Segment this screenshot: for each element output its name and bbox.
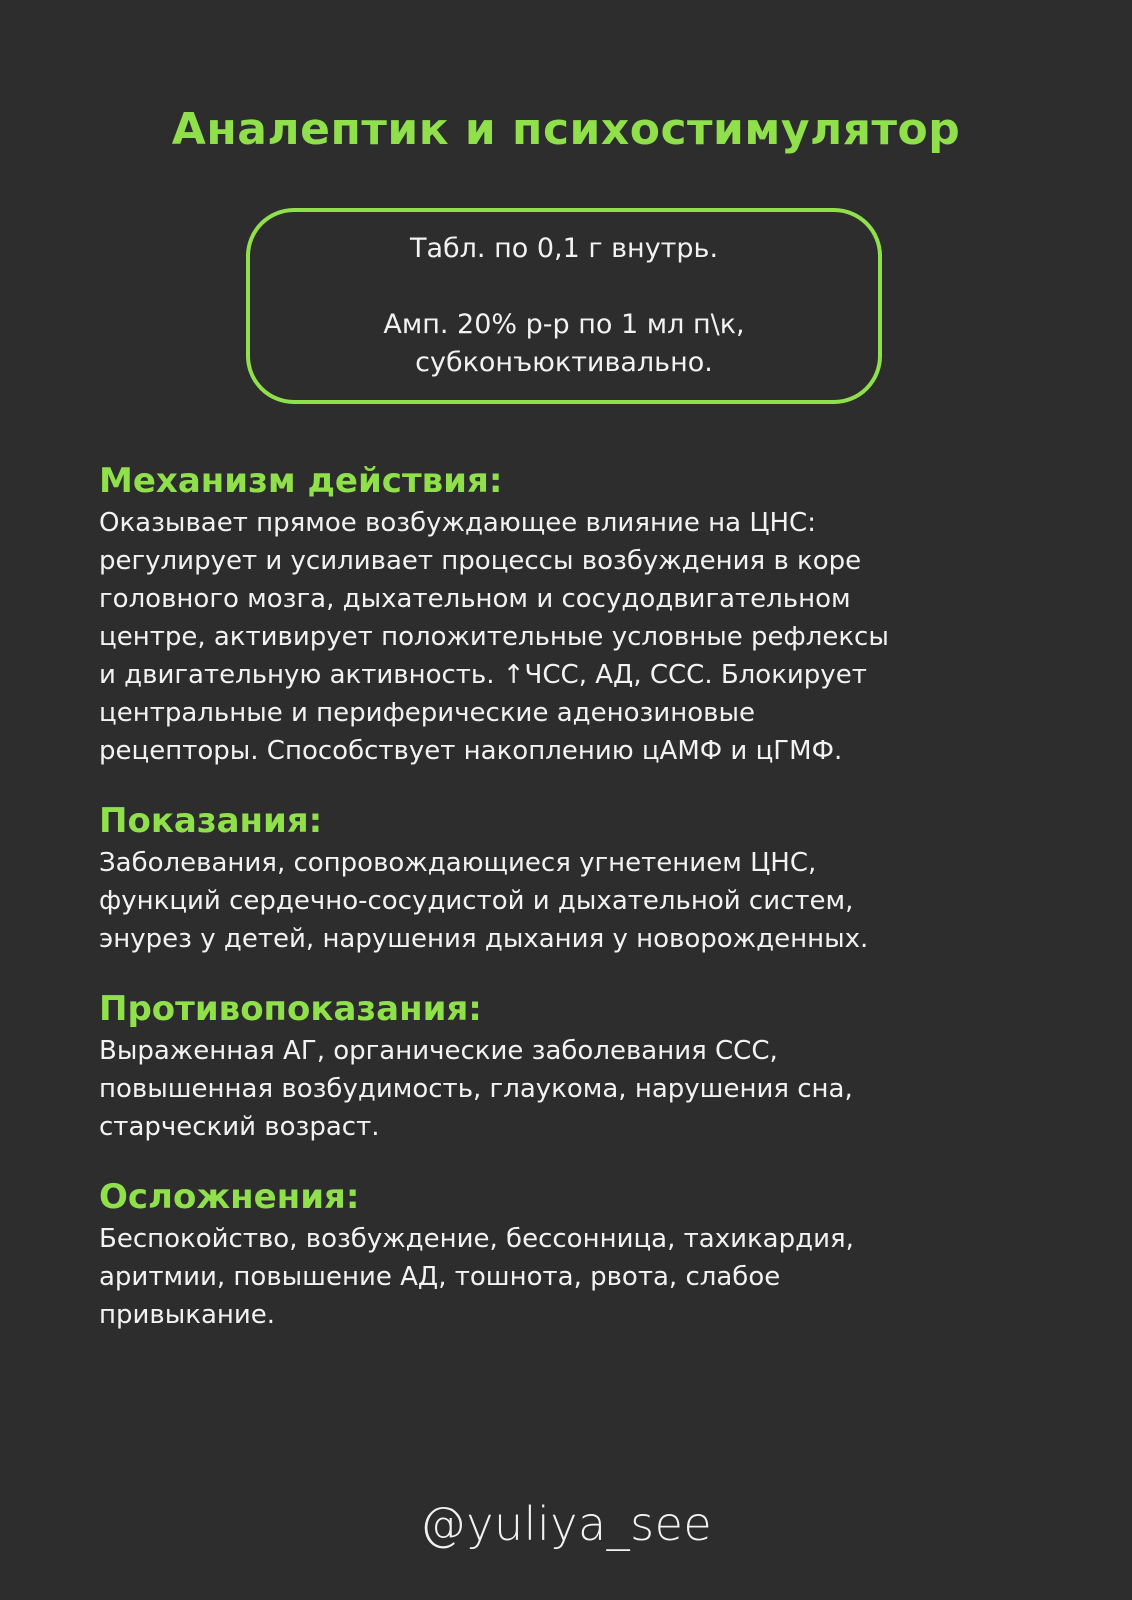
section-heading: Противопоказания:: [99, 989, 482, 1029]
text-line: регулирует и усиливает процессы возбуждения в коре: [99, 546, 862, 576]
text-line: функций сердечно-сосудистой и дыхательной систем,: [99, 886, 854, 916]
text-line: Заболевания, сопровождающиеся угнетением ЦНС,: [99, 848, 817, 878]
dosage-ampoule-line: Амп. 20% р-р по 1 мл п\к,: [383, 309, 745, 340]
section-complications: [99, 1174, 1059, 1334]
dosage-spacer: [250, 268, 878, 306]
section-text: [99, 844, 1059, 958]
section-heading: Показания:: [99, 801, 323, 841]
section-mechanism: [99, 458, 1059, 770]
text-line: аритмии, повышение АД, тошнота, рвота, слабое: [99, 1262, 781, 1292]
text-line: привыкание.: [99, 1300, 276, 1330]
content: [99, 458, 1059, 1362]
section-text: [99, 504, 1059, 770]
text-line: центре, активирует положительные условные рефлексы: [99, 622, 889, 652]
text-line: энурез у детей, нарушения дыхания у новорожденных.: [99, 924, 869, 954]
text-line: рецепторы. Способствует накоплению цАМФ и цГМФ.: [99, 736, 843, 766]
dosage-route-line: субконъюктивально.: [415, 347, 713, 378]
text-line: Выраженная АГ, органические заболевания ССС,: [99, 1036, 778, 1066]
dosage-box: [246, 208, 882, 404]
text-line: центральные и периферические аденозиновые: [99, 698, 755, 728]
section-heading: Механизм действия:: [99, 461, 503, 501]
text-line: и двигательную активность. ↑ЧСС, АД, ССС. Блокирует: [99, 660, 867, 690]
text-line: старческий возраст.: [99, 1112, 380, 1142]
section-text: [99, 1032, 1059, 1146]
section-contraindications: [99, 986, 1059, 1146]
text-line: Беспокойство, возбуждение, бессонница, тахикардия,: [99, 1224, 854, 1254]
text-line: повышенная возбудимость, глаукома, нарушения сна,: [99, 1074, 853, 1104]
dosage-tablet-line: Табл. по 0,1 г внутрь.: [409, 233, 719, 264]
author-handle: @yuliya_see: [419, 1497, 713, 1551]
page-title: Аналептик и психостимулятор: [171, 104, 961, 155]
section-text: [99, 1220, 1059, 1334]
text-line: Оказывает прямое возбуждающее влияние на ЦНС:: [99, 508, 816, 538]
section-heading: Осложнения:: [99, 1177, 360, 1217]
section-indications: [99, 798, 1059, 958]
text-line: головного мозга, дыхательном и сосудодвигательном: [99, 584, 851, 614]
